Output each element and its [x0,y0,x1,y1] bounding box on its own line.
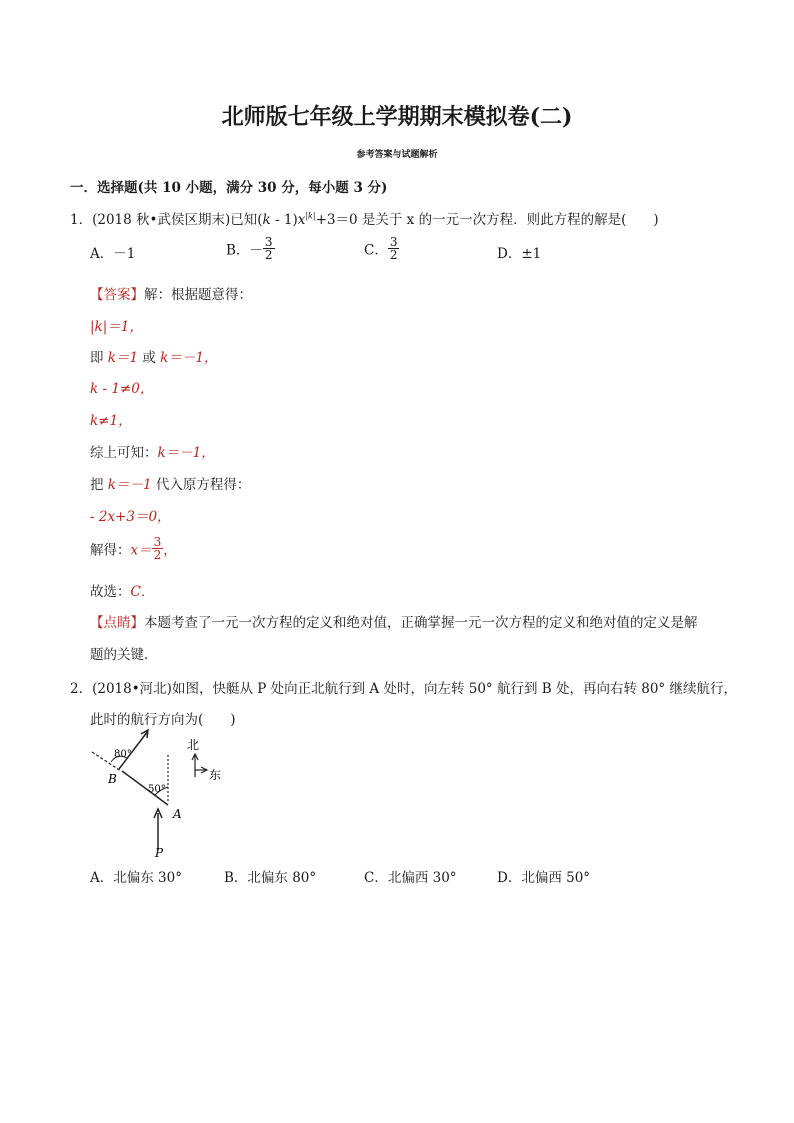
angle-label-80: 80° [114,749,132,760]
option-value: ±1 [521,246,542,262]
answer-text: ， [163,542,177,559]
option-fraction [263,236,275,261]
answer-math: k＝－1， [160,350,218,366]
comment-tag: 【点睛】 [90,615,144,631]
option-value: －1 [113,246,136,262]
fraction-numerator: 3 [153,535,162,549]
point-label-a: A [173,807,182,821]
question-2-stem-line2: 此时的航行方向为( ) [90,712,236,728]
fraction-denominator: 2 [153,548,162,562]
answer-line [90,473,250,493]
question-1-stem [70,208,659,228]
question-number: 1． [70,212,93,228]
answer-math: k＝－1 [107,477,152,493]
answer-text: 或 [138,350,161,366]
answer-tag: 【答案】 [90,287,144,303]
angle-label-50: 50° [148,784,166,795]
fraction-denominator: 2 [264,248,273,262]
answer-line [90,580,154,600]
fraction-numerator: 3 [264,235,273,249]
fraction-denominator: 2 [389,248,398,262]
stem-var-x: x [297,212,306,228]
question-number: 2． [70,681,93,697]
comment-text: 本题考查了一元一次方程的定义和绝对值，正确掌握一元一次方程的定义和绝对值的定义是解 [144,615,698,631]
answer-line [90,346,217,366]
point-label-p: P [155,846,164,860]
answer-text: 即 [90,350,108,366]
answer-math: k＝－1， [157,445,215,461]
option-label: C． [364,242,388,259]
answer-text: 解：根据题意得： [144,287,252,303]
option-label: D． [497,246,522,262]
q2-option-d[interactable]: D．北偏西 50° [497,870,591,886]
stem-text: 已知( [230,212,263,228]
option-c[interactable] [364,236,399,261]
option-a[interactable] [90,242,135,262]
section-heading: 一．选择题(共 10 小题，满分 30 分，每小题 3 分) [70,180,388,196]
answer-fraction [152,536,164,561]
option-fraction [388,236,400,261]
stem-text: 如图，快艇从 P 处向正北航行到 A 处时，向左转 50° 航行到 B 处，再向右转 80° 继续航行， [171,681,737,697]
answer-line: k≠1， [90,413,132,429]
q2-option-a[interactable]: A．北偏东 30° [90,870,182,886]
answer-text: 代入原方程得： [151,477,251,493]
compass-north-label: 北 [187,738,200,752]
q2-option-b[interactable]: B．北偏东 80° [224,870,317,886]
answer-math: k＝1 [107,350,139,366]
option-label: A． [90,246,114,262]
answer-text: 故选： [90,584,131,600]
answer-math: x＝ [130,542,152,559]
answer-line: k - 1≠0， [90,381,154,397]
fraction-numerator: 3 [389,235,398,249]
stem-exponent: |k| [305,211,316,221]
answer-text: 解得： [90,542,131,559]
page-title: 北师版七年级上学期期末模拟卷(二) [221,104,573,130]
comment-line-2: 题的关键． [90,647,158,663]
comment-line-1 [90,611,698,631]
navigation-figure [85,725,245,860]
answer-line: |k|＝1， [90,319,143,335]
point-label-b: B [108,772,117,786]
answer-intro [90,283,252,303]
option-sign: － [249,242,263,259]
option-d[interactable] [497,242,541,262]
option-label: B． [226,242,250,259]
answer-text: 综上可知： [90,445,158,461]
page-subtitle: 参考答案与试题解析 [356,150,438,160]
question-source: (2018 秋•武侯区期末) [92,212,231,228]
stem-text: +3＝0 是关于 x 的一元一次方程．则此方程的解是( ) [315,212,659,228]
stem-var-k: k [262,212,271,228]
answer-choice: C． [130,584,155,600]
question-2-stem [70,677,737,697]
stem-text: - 1) [270,212,298,228]
compass-east-label: 东 [209,768,222,782]
answer-line [90,441,215,461]
answer-text: 把 [90,477,108,493]
answer-line: - 2x+3＝0， [90,509,171,525]
option-b[interactable] [226,236,275,261]
q2-option-c[interactable]: C．北偏西 30° [364,870,457,886]
question-source: (2018•河北) [92,681,172,697]
answer-line [90,536,177,561]
